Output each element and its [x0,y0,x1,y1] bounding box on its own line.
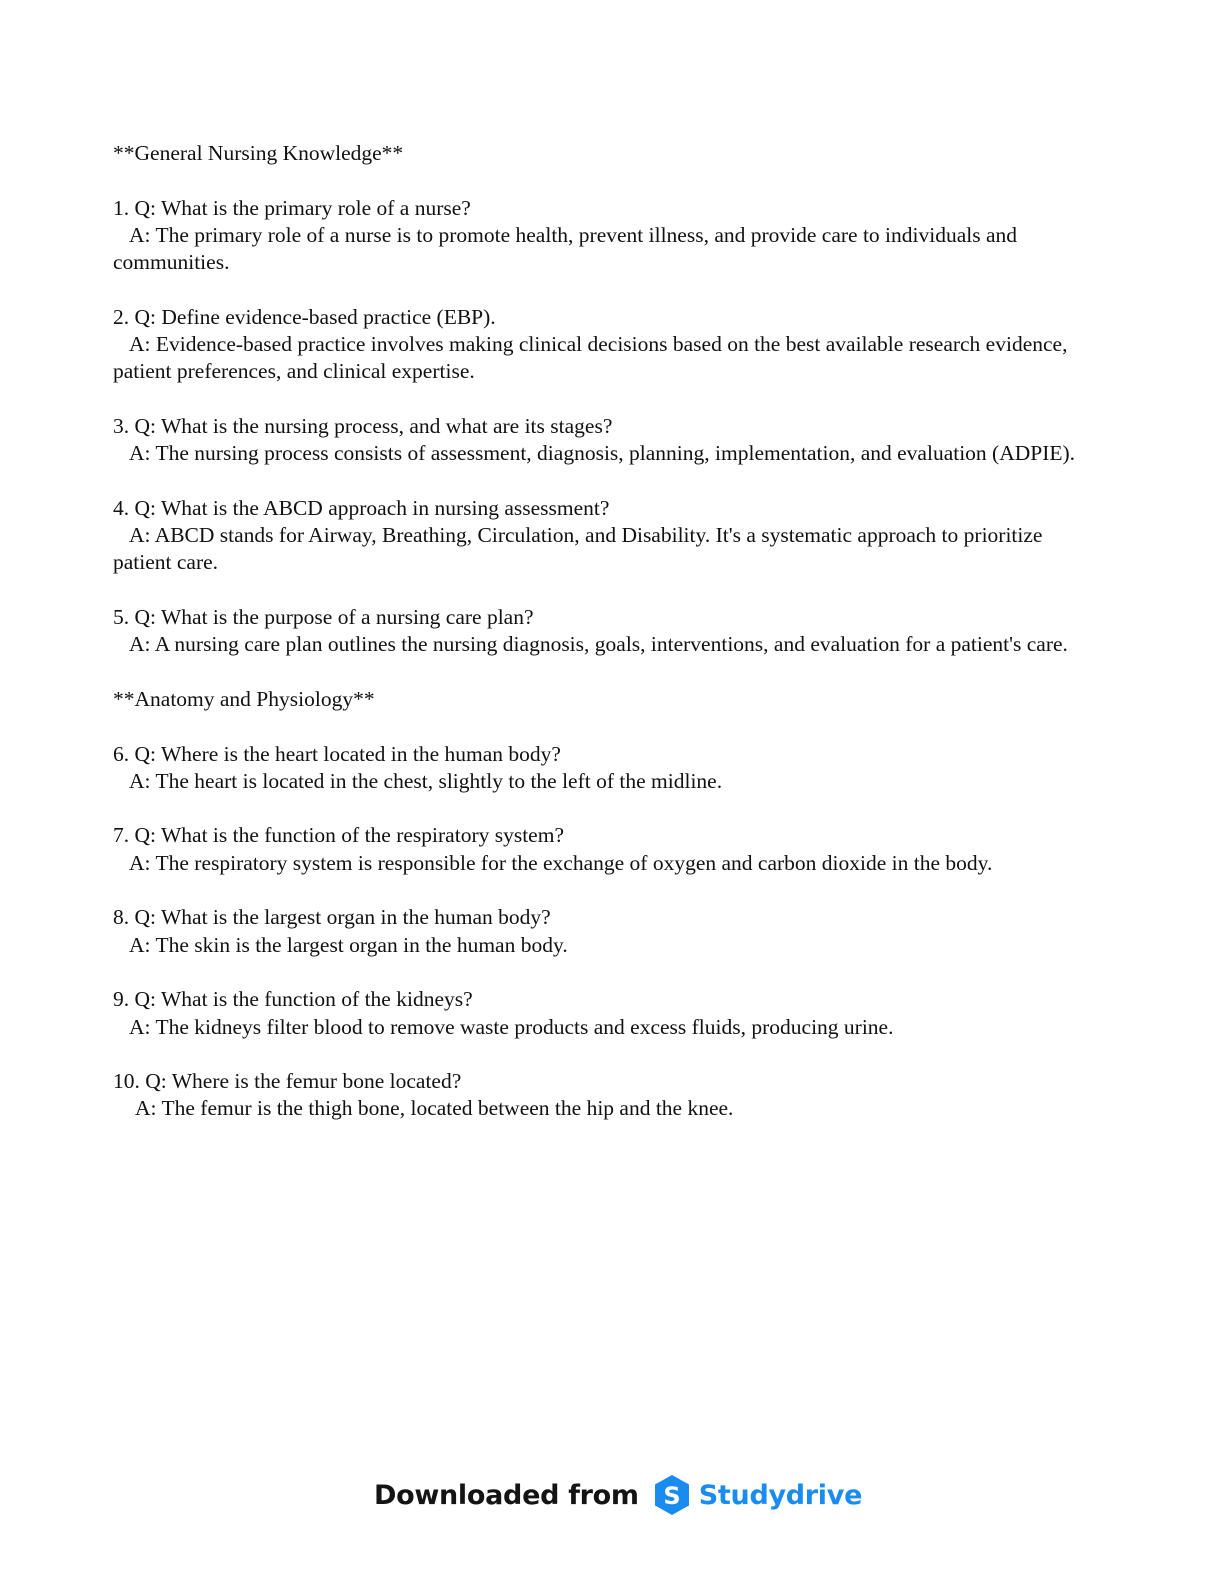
qa-item [113,413,1098,468]
question-text: 6. Q: Where is the heart located in the human body? [113,741,561,766]
question-text: 2. Q: Define evidence-based practice (EBP). [113,304,496,329]
section-anatomy-physiology [113,686,1098,1123]
qa-item [113,195,1098,277]
qa-item [113,904,1098,959]
question-text: 1. Q: What is the primary role of a nurse? [113,195,471,220]
answer-text: A: The femur is the thigh bone, located between the hip and the knee. [135,1096,734,1121]
download-footer [374,1472,862,1518]
question-text: 8. Q: What is the largest organ in the human body? [113,905,551,930]
section-heading: **General Nursing Knowledge** [113,141,404,165]
svg-text:S: S [663,1482,681,1510]
question-text: 10. Q: Where is the femur bone located? [113,1069,462,1094]
answer-text: A: The primary role of a nurse is to promote health, prevent illness, and provide care to individuals and communities. [113,222,1023,275]
question-text: 9. Q: What is the function of the kidneys? [113,987,473,1012]
qa-item [113,986,1098,1041]
answer-text: A: The skin is the largest organ in the human body. [129,932,568,957]
brand-name: Studydrive [698,1479,863,1511]
answer-text: A: The respiratory system is responsible for the exchange of oxygen and carbon dioxide in the body. [129,850,993,875]
qa-item [113,741,1098,796]
question-text: 3. Q: What is the nursing process, and what are its stages? [113,413,613,438]
qa-item [113,1068,1098,1123]
section-general-nursing [113,140,1098,659]
qa-item [113,304,1098,386]
answer-text: A: The nursing process consists of assessment, diagnosis, planning, implementation, and evaluation (ADPIE). [129,441,1076,466]
answer-text: A: ABCD stands for Airway, Breathing, Circulation, and Disability. It's a systematic approach to prioritize patient care. [113,523,1048,575]
answer-text: A: A nursing care plan outlines the nursing diagnosis, goals, interventions, and evaluation for a patient's care. [129,632,1068,657]
studydrive-logo-icon [653,1474,691,1516]
question-text: 5. Q: What is the purpose of a nursing care plan? [113,605,534,630]
qa-item [113,495,1098,577]
answer-text: A: The heart is located in the chest, slightly to the left of the midline. [129,768,723,793]
answer-text: A: The kidneys filter blood to remove waste products and excess fluids, producing urine. [129,1014,894,1039]
section-heading: **Anatomy and Physiology** [113,686,375,711]
document-body [113,140,1098,1150]
question-text: 4. Q: What is the ABCD approach in nursing assessment? [113,495,610,520]
qa-item [113,822,1098,877]
question-text: 7. Q: What is the function of the respiratory system? [113,823,564,848]
footer-prefix: Downloaded from [374,1479,639,1511]
qa-item [113,604,1098,659]
answer-text: A: Evidence-based practice involves making clinical decisions based on the best available research evidence, patient preferences, and clinical expertise. [113,332,1073,384]
